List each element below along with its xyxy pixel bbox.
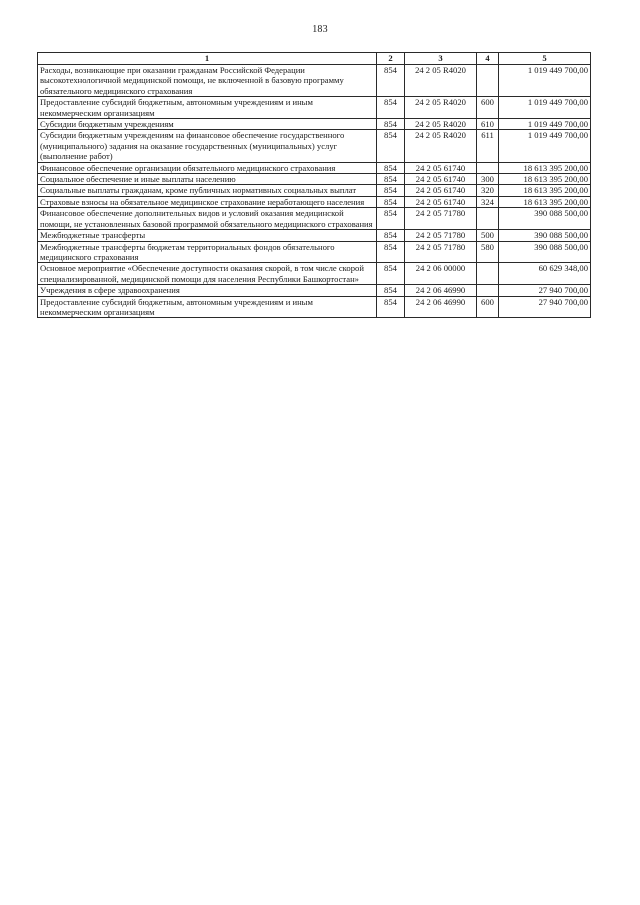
cell-expense-type: [477, 263, 499, 285]
cell-expense-type: [477, 285, 499, 296]
table-row: [38, 130, 591, 162]
cell-target-article: 24 2 05 71780: [405, 230, 477, 241]
cell-ministry: 854: [377, 130, 405, 162]
cell-sum: 27 940 700,00: [499, 285, 591, 296]
cell-target-article: 24 2 06 46990: [405, 285, 477, 296]
budget-table: [37, 52, 591, 318]
cell-target-article: 24 2 05 71780: [405, 208, 477, 230]
page-number: 183: [312, 24, 328, 35]
cell-name: Финансовое обеспечение организации обязательного медицинского страхования: [38, 162, 377, 173]
cell-name: Социальное обеспечение и иные выплаты населению: [38, 174, 377, 185]
cell-ministry: 854: [377, 296, 405, 318]
cell-target-article: 24 2 05 R4020: [405, 65, 477, 97]
cell-target-article: 24 2 05 61740: [405, 196, 477, 207]
cell-sum: 1 019 449 700,00: [499, 119, 591, 130]
cell-ministry: 854: [377, 119, 405, 130]
table-row: [38, 97, 591, 119]
cell-sum: 1 019 449 700,00: [499, 65, 591, 97]
cell-target-article: 24 2 05 R4020: [405, 119, 477, 130]
cell-expense-type: 600: [477, 97, 499, 119]
table-row: [38, 285, 591, 296]
cell-expense-type: 580: [477, 241, 499, 263]
cell-sum: 18 613 395 200,00: [499, 174, 591, 185]
cell-target-article: 24 2 06 46990: [405, 296, 477, 318]
cell-ministry: 854: [377, 196, 405, 207]
cell-ministry: 854: [377, 208, 405, 230]
table-row: [38, 263, 591, 285]
cell-ministry: 854: [377, 263, 405, 285]
cell-target-article: 24 2 06 00000: [405, 263, 477, 285]
cell-name: Расходы, возникающие при оказании гражданам Российской Федерации высокотехнологичной медицинской помощи, не включенной в базовую программу обязательного медицинского страхования: [38, 65, 377, 97]
table-header-row: [38, 53, 591, 65]
table-row: [38, 196, 591, 207]
cell-name: Предоставление субсидий бюджетным, автономным учреждениям и иным некоммерческим организациям: [38, 296, 377, 318]
cell-expense-type: [477, 162, 499, 173]
column-header-sum: 5: [499, 53, 591, 65]
cell-name: Субсидии бюджетным учреждениям на финансовое обеспечение государственного (муниципального) задания на оказание государственных (муниципальных) услуг (выполнение работ): [38, 130, 377, 162]
cell-target-article: 24 2 05 R4020: [405, 130, 477, 162]
cell-ministry: 854: [377, 285, 405, 296]
cell-ministry: 854: [377, 230, 405, 241]
cell-sum: 18 613 395 200,00: [499, 162, 591, 173]
cell-name: Учреждения в сфере здравоохранения: [38, 285, 377, 296]
cell-sum: 18 613 395 200,00: [499, 196, 591, 207]
column-header-expense-type: 4: [477, 53, 499, 65]
cell-name: Предоставление субсидий бюджетным, автономным учреждениям и иным некоммерческим организациям: [38, 97, 377, 119]
cell-sum: 390 088 500,00: [499, 241, 591, 263]
column-header-ministry: 2: [377, 53, 405, 65]
table-row: [38, 296, 591, 318]
cell-ministry: 854: [377, 241, 405, 263]
cell-expense-type: 600: [477, 296, 499, 318]
column-header-name: 1: [38, 53, 377, 65]
cell-expense-type: 324: [477, 196, 499, 207]
cell-expense-type: 500: [477, 230, 499, 241]
cell-name: Страховые взносы на обязательное медицинское страхование неработающего населения: [38, 196, 377, 207]
cell-sum: 1 019 449 700,00: [499, 97, 591, 119]
table-row: [38, 119, 591, 130]
table-row: [38, 65, 591, 97]
cell-expense-type: 610: [477, 119, 499, 130]
cell-name: Финансовое обеспечение дополнительных видов и условий оказания медицинской помощи, не установленных базовой программой обязательного медицинского страхования: [38, 208, 377, 230]
cell-ministry: 854: [377, 97, 405, 119]
cell-expense-type: [477, 208, 499, 230]
cell-target-article: 24 2 05 R4020: [405, 97, 477, 119]
table-row: [38, 230, 591, 241]
cell-target-article: 24 2 05 61740: [405, 174, 477, 185]
table-row: [38, 208, 591, 230]
cell-sum: 27 940 700,00: [499, 296, 591, 318]
cell-ministry: 854: [377, 162, 405, 173]
cell-ministry: 854: [377, 185, 405, 196]
cell-name: Межбюджетные трансферты бюджетам территориальных фондов обязательного медицинского страхования: [38, 241, 377, 263]
cell-expense-type: 300: [477, 174, 499, 185]
cell-expense-type: 320: [477, 185, 499, 196]
cell-sum: 1 019 449 700,00: [499, 130, 591, 162]
table-row: [38, 162, 591, 173]
cell-expense-type: [477, 65, 499, 97]
cell-expense-type: 611: [477, 130, 499, 162]
cell-target-article: 24 2 05 61740: [405, 185, 477, 196]
cell-target-article: 24 2 05 61740: [405, 162, 477, 173]
cell-name: Социальные выплаты гражданам, кроме публичных нормативных социальных выплат: [38, 185, 377, 196]
column-header-target-article: 3: [405, 53, 477, 65]
cell-sum: 390 088 500,00: [499, 230, 591, 241]
cell-sum: 60 629 348,00: [499, 263, 591, 285]
cell-target-article: 24 2 05 71780: [405, 241, 477, 263]
cell-ministry: 854: [377, 174, 405, 185]
cell-name: Межбюджетные трансферты: [38, 230, 377, 241]
cell-name: Основное мероприятие «Обеспечение доступности оказания скорой, в том числе скорой специализированной, медицинской помощи для населения Республики Башкортостан»: [38, 263, 377, 285]
cell-ministry: 854: [377, 65, 405, 97]
table-row: [38, 185, 591, 196]
cell-sum: 390 088 500,00: [499, 208, 591, 230]
cell-sum: 18 613 395 200,00: [499, 185, 591, 196]
table-row: [38, 241, 591, 263]
cell-name: Субсидии бюджетным учреждениям: [38, 119, 377, 130]
table-row: [38, 174, 591, 185]
